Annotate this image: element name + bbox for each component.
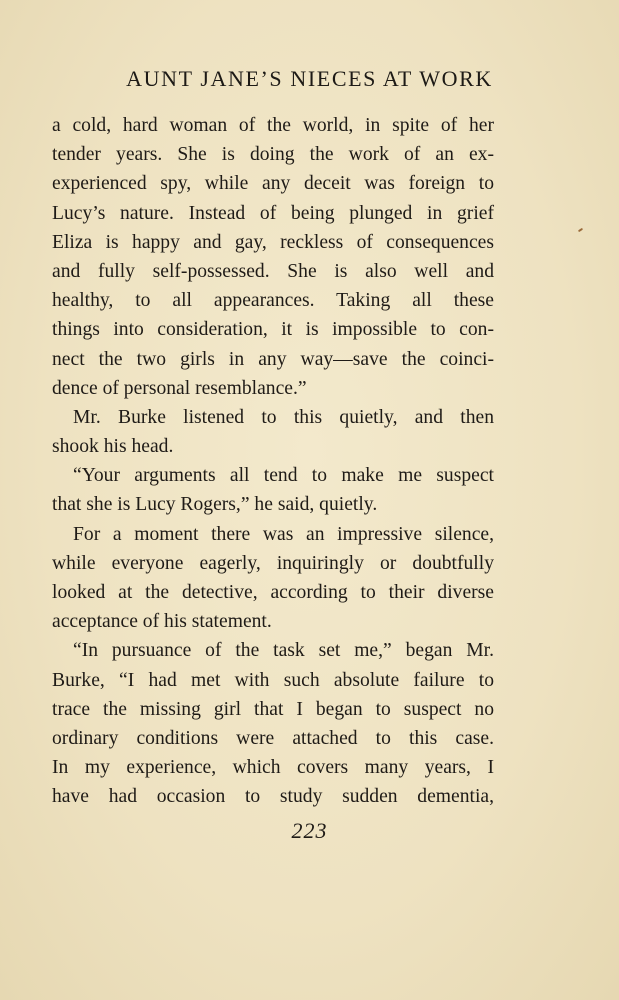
text-line: nect the two girls in any way—save the coinci- <box>52 348 494 370</box>
text-line: tender years. She is doing the work of an ex- <box>52 144 494 166</box>
paper-speck <box>578 228 583 233</box>
text-line: Lucy’s nature. Instead of being plunged in grief <box>52 202 494 224</box>
text-line: Burke, “I had met with such absolute failure to <box>52 669 494 691</box>
text-line: a cold, hard woman of the world, in spite of her <box>52 115 494 136</box>
running-head: AUNT JANE’S NIECES AT WORK <box>126 66 493 91</box>
text-line: experienced spy, while any deceit was foreign to <box>52 173 494 195</box>
text-line: For a moment there was an impressive silence, <box>73 523 494 545</box>
text-line: shook his head. <box>52 436 174 458</box>
text-line: dence of personal resemblance.” <box>52 377 307 399</box>
text-line: while everyone eagerly, inquiringly or doubtfully <box>52 552 494 574</box>
text-line: Mr. Burke listened to this quietly, and then <box>73 406 494 428</box>
text-line: “In pursuance of the task set me,” began Mr. <box>73 640 494 662</box>
text-line: “Your arguments all tend to make me suspect <box>73 465 494 487</box>
text-line: trace the missing girl that I began to suspect no <box>52 698 494 720</box>
text-line: things into consideration, it is impossible to con- <box>52 319 494 341</box>
text-line: acceptance of his statement. <box>52 611 272 633</box>
text-line: have had occasion to study sudden dementia, <box>52 786 494 808</box>
text-line: and fully self-possessed. She is also well and <box>52 260 494 282</box>
text-line: that she is Lucy Rogers,” he said, quietly. <box>52 494 378 516</box>
text-line: healthy, to all appearances. Taking all these <box>52 290 494 312</box>
page-number: 223 <box>291 818 328 843</box>
text-line: Eliza is happy and gay, reckless of consequences <box>52 231 494 253</box>
text-line: looked at the detective, according to their diverse <box>52 582 494 603</box>
text-line: ordinary conditions were attached to this case. <box>52 727 494 749</box>
body-text <box>52 111 494 812</box>
text-line: In my experience, which covers many years, I <box>52 757 494 779</box>
